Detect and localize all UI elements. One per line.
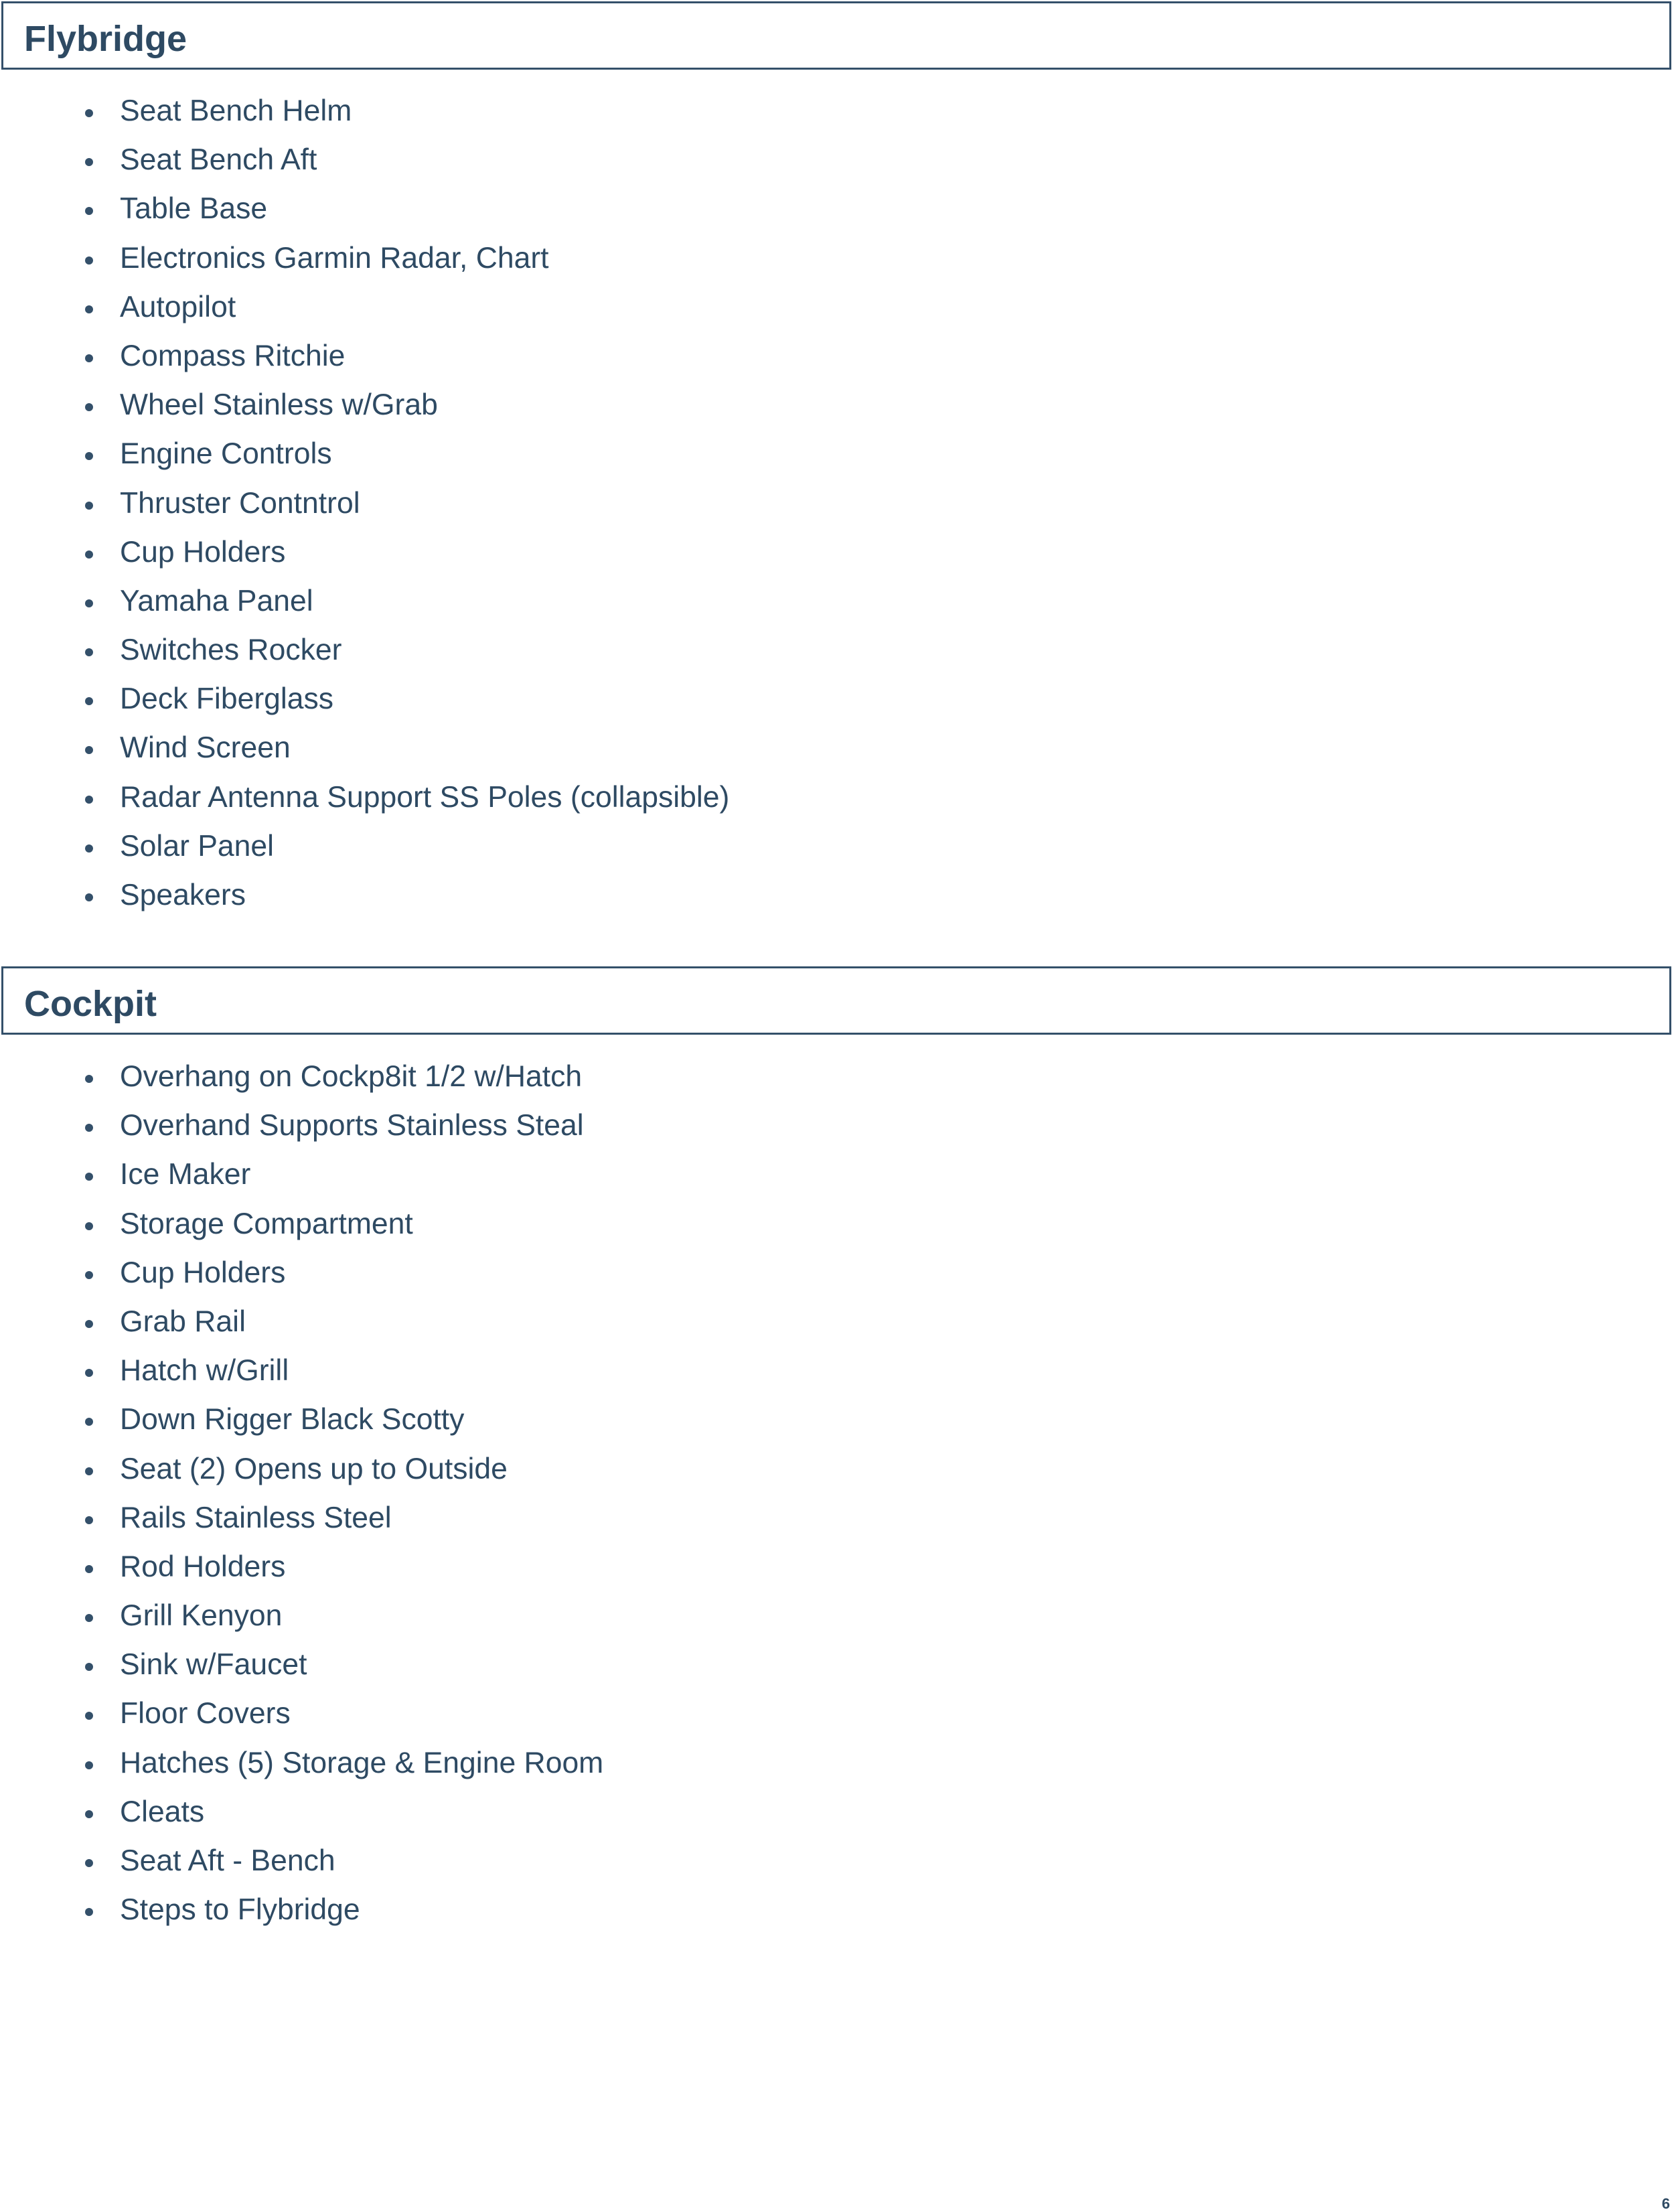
bullet-icon — [85, 403, 93, 411]
list-item — [0, 1695, 1071, 1744]
bullet-icon — [85, 1516, 93, 1524]
list-item-label: Electronics Garmin Radar, Chart — [120, 241, 549, 275]
bullet-icon — [85, 207, 93, 215]
list-item-label: Grill Kenyon — [120, 1599, 283, 1633]
list-item-label: Overhand Supports Stainless Steal — [120, 1109, 584, 1142]
bullet-icon — [85, 746, 93, 754]
bullet-icon — [85, 697, 93, 705]
list-item — [0, 485, 1071, 534]
list-item-label: Storage Compartment — [120, 1207, 413, 1240]
cockpit-section-header — [1, 966, 1671, 1035]
list-item — [0, 141, 1071, 190]
bullet-icon — [85, 354, 93, 362]
list-item — [0, 632, 1071, 680]
list-item-label: Yamaha Panel — [120, 584, 313, 617]
list-item-label: Switches Rocker — [120, 634, 342, 667]
bullet-icon — [85, 1761, 93, 1769]
list-item — [0, 877, 1071, 926]
section-title: Cockpit — [24, 984, 157, 1024]
bullet-icon — [85, 1173, 93, 1181]
list-item — [0, 583, 1071, 632]
list-item-label: Deck Fiberglass — [120, 682, 334, 716]
bullet-icon — [85, 1369, 93, 1377]
flybridge-item-list — [0, 92, 1071, 926]
bullet-icon — [85, 893, 93, 901]
list-item — [0, 435, 1071, 484]
list-item-label: Wind Screen — [120, 731, 291, 765]
list-item-label: Steps to Flybridge — [120, 1893, 360, 1927]
list-item — [0, 1401, 1071, 1450]
bullet-icon — [85, 109, 93, 117]
list-item — [0, 289, 1071, 338]
list-item-label: Table Base — [120, 192, 268, 226]
list-item — [0, 1499, 1071, 1548]
list-item — [0, 1646, 1071, 1695]
list-item-label: Seat Bench Aft — [120, 143, 317, 177]
bullet-icon — [85, 502, 93, 510]
bullet-icon — [85, 305, 93, 313]
list-item-label: Seat (2) Opens up to Outside — [120, 1452, 508, 1485]
bullet-icon — [85, 1614, 93, 1622]
list-item — [0, 1451, 1071, 1499]
list-item — [0, 1891, 1071, 1940]
list-item-label: Sink w/Faucet — [120, 1648, 307, 1682]
bullet-icon — [85, 796, 93, 804]
list-item-label: Thruster Contntrol — [120, 486, 360, 520]
list-item — [0, 1793, 1071, 1842]
list-item — [0, 240, 1071, 289]
list-item-label: Rails Stainless Steel — [120, 1501, 392, 1534]
list-item-label: Seat Aft - Bench — [120, 1844, 335, 1877]
list-item-label: Rod Holders — [120, 1550, 286, 1583]
list-item-label: Seat Bench Helm — [120, 94, 352, 127]
list-item — [0, 1058, 1071, 1107]
list-item — [0, 1352, 1071, 1401]
list-item — [0, 1597, 1071, 1646]
list-item — [0, 92, 1071, 141]
list-item — [0, 1303, 1071, 1352]
bullet-icon — [85, 1124, 93, 1132]
bullet-icon — [85, 1810, 93, 1818]
list-item-label: Grab Rail — [120, 1305, 246, 1338]
list-item-label: Floor Covers — [120, 1697, 291, 1730]
bullet-icon — [85, 1418, 93, 1426]
list-item — [0, 1205, 1071, 1254]
bullet-icon — [85, 550, 93, 559]
list-item — [0, 729, 1071, 778]
list-item — [0, 680, 1071, 729]
list-item — [0, 1745, 1071, 1793]
bullet-icon — [85, 1565, 93, 1573]
list-item — [0, 1107, 1071, 1156]
bullet-icon — [85, 452, 93, 460]
page-number: 6 — [1661, 2195, 1670, 2212]
list-item-label: Cup Holders — [120, 1256, 286, 1289]
bullet-icon — [85, 1467, 93, 1475]
cockpit-item-list — [0, 1058, 1071, 1940]
list-item — [0, 828, 1071, 877]
bullet-icon — [85, 1271, 93, 1279]
bullet-icon — [85, 599, 93, 607]
bullet-icon — [85, 1320, 93, 1328]
list-item — [0, 1156, 1071, 1205]
list-item — [0, 190, 1071, 239]
list-item — [0, 779, 1071, 828]
bullet-icon — [85, 844, 93, 853]
bullet-icon — [85, 158, 93, 166]
list-item-label: Radar Antenna Support SS Poles (collapsible) — [120, 780, 730, 814]
list-item — [0, 1842, 1071, 1891]
list-item-label: Down Rigger Black Scotty — [120, 1403, 465, 1436]
list-item-label: Solar Panel — [120, 829, 275, 863]
bullet-icon — [85, 1908, 93, 1916]
list-item — [0, 1548, 1071, 1597]
list-item-label: Speakers — [120, 879, 246, 911]
list-item-label: Cleats — [120, 1795, 205, 1828]
list-item-label: Compass Ritchie — [120, 339, 346, 372]
bullet-icon — [85, 1222, 93, 1230]
list-item-label: Wheel Stainless w/Grab — [120, 388, 438, 422]
flybridge-section-header — [1, 1, 1671, 70]
list-item-label: Ice Maker — [120, 1158, 251, 1191]
bullet-icon — [85, 1859, 93, 1867]
list-item-label: Autopilot — [120, 290, 236, 323]
bullet-icon — [85, 1075, 93, 1083]
list-item — [0, 338, 1071, 386]
bullet-icon — [85, 256, 93, 265]
section-title: Flybridge — [24, 19, 187, 59]
list-item-label: Hatch w/Grill — [120, 1354, 289, 1388]
list-item-label: Cup Holders — [120, 535, 286, 569]
bullet-icon — [85, 1663, 93, 1671]
list-item-label: Hatches (5) Storage & Engine Room — [120, 1746, 604, 1779]
list-item — [0, 534, 1071, 583]
list-item-label: Engine Controls — [120, 437, 332, 471]
list-item — [0, 1254, 1071, 1303]
bullet-icon — [85, 648, 93, 656]
list-item-label: Overhang on Cockp8it 1/2 w/Hatch — [120, 1060, 583, 1093]
list-item — [0, 386, 1071, 435]
bullet-icon — [85, 1712, 93, 1720]
